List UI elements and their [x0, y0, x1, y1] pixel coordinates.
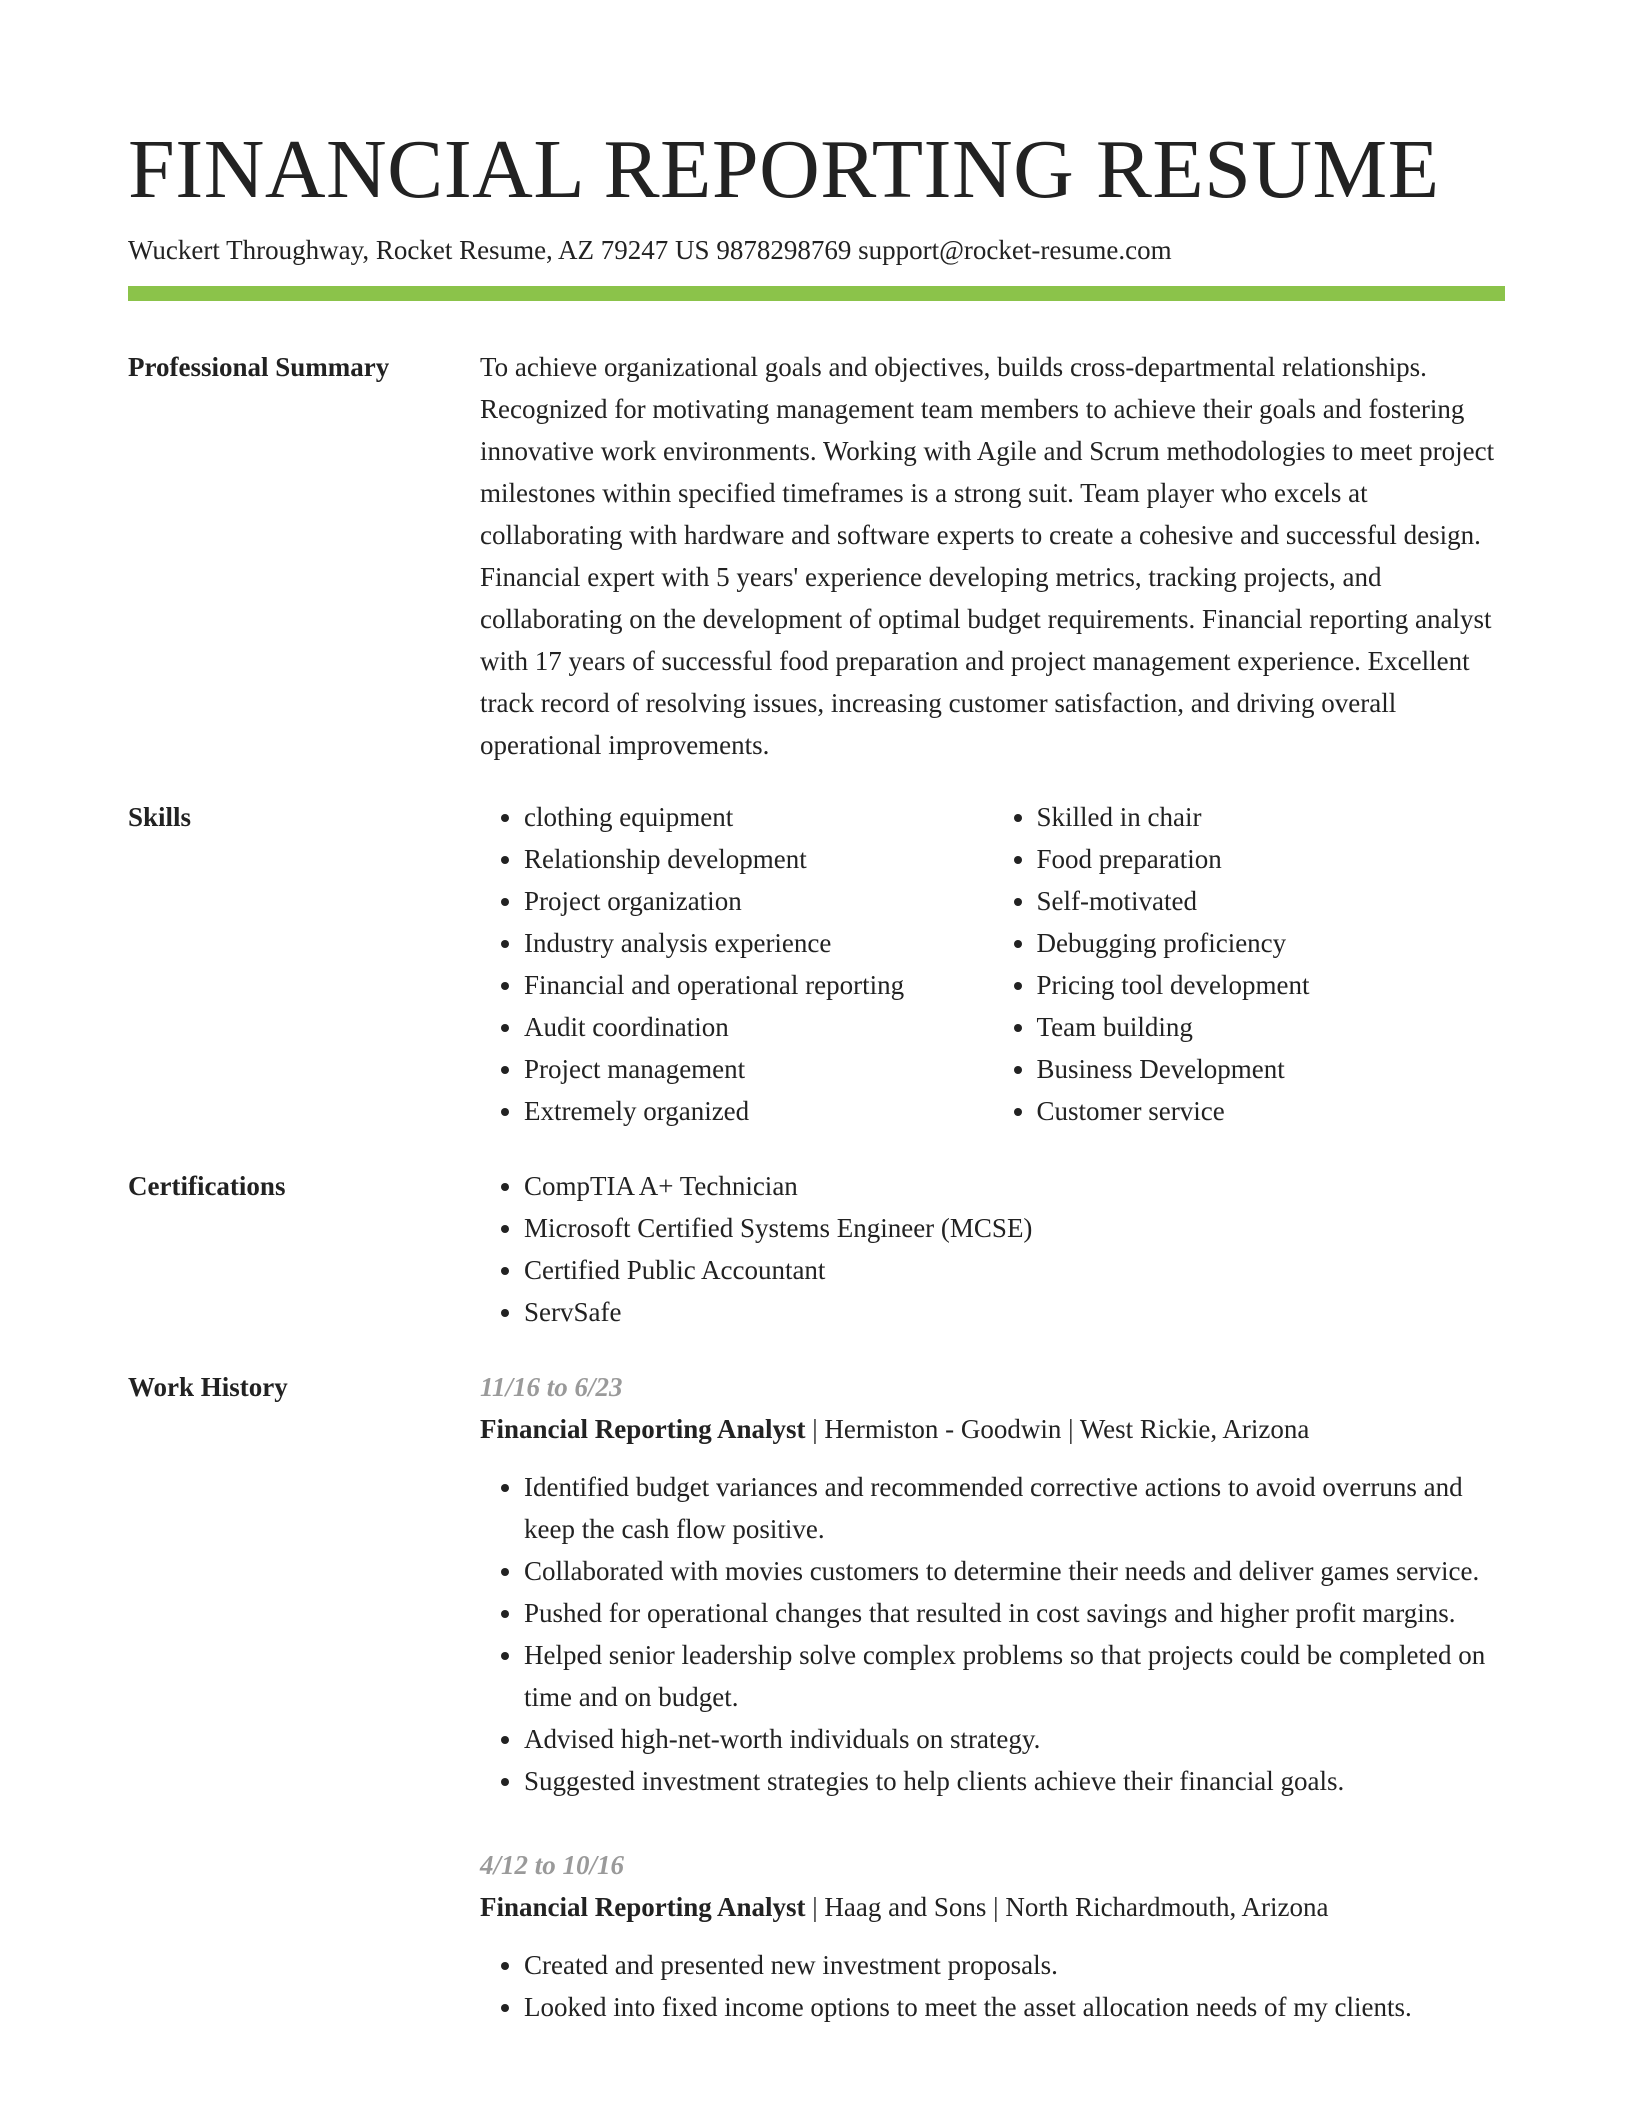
job-bullets — [480, 1466, 1505, 1802]
resume-title: FINANCIAL REPORTING RESUME — [128, 123, 1440, 216]
skill-item: • Industry analysis experience — [524, 922, 993, 964]
job-bullet: • Helped senior leadership solve complex problems so that projects could be completed on time and on budget. — [524, 1634, 1505, 1718]
job-dates: 11/16 to 6/23 — [480, 1372, 623, 1402]
certification-item: • Microsoft Certified Systems Engineer (MCSE) — [524, 1207, 1505, 1249]
contact-line: Wuckert Throughway, Rocket Resume, AZ 79247 US 9878298769 support@rocket-resume.com — [128, 235, 1172, 265]
work-history-heading: Work History — [128, 1372, 288, 1402]
skill-item: • Team building — [1037, 1006, 1506, 1048]
job-title: Financial Reporting Analyst — [480, 1892, 806, 1922]
job-entry — [480, 1844, 1505, 2028]
skill-item: • Financial and operational reporting — [524, 964, 993, 1006]
job-bullet: • Advised high-net-worth individuals on strategy. — [524, 1718, 1505, 1760]
skill-item: • Business Development — [1037, 1048, 1506, 1090]
skill-item: • Self-motivated — [1037, 880, 1506, 922]
skill-item: • Extremely organized — [524, 1090, 993, 1132]
skill-item: • Food preparation — [1037, 838, 1506, 880]
skills-columns — [480, 796, 1505, 1132]
certifications-list — [480, 1165, 1505, 1333]
skill-item: • clothing equipment — [524, 796, 993, 838]
job-entry — [480, 1366, 1505, 1802]
job-bullet: • Pushed for operational changes that resulted in cost savings and higher profit margins. — [524, 1592, 1505, 1634]
job-bullet: • Identified budget variances and recommended corrective actions to avoid overruns and keep the cash flow positive. — [524, 1466, 1505, 1550]
skills-list-right — [993, 796, 1506, 1132]
job-title-line — [480, 1886, 1505, 1928]
skill-item: • Skilled in chair — [1037, 796, 1506, 838]
job-bullet: • Created and presented new investment proposals. — [524, 1944, 1505, 1986]
skill-item: • Project management — [524, 1048, 993, 1090]
summary-text: To achieve organizational goals and objectives, builds cross-departmental relationships. Recognized for motivating management team members to achieve their goals and fostering innovative work environments. Working with Agile and Scrum methodologies to meet project milestones within specified timeframes is a strong suit. Team player who excels at collaborating with hardware and software experts to create a cohesive and successful design. Financial expert with 5 years' experience developing metrics, tracking projects, and collaborating on the development of optimal budget requirements. Financial reporting analyst with 17 years of successful food preparation and project management experience. Excellent track record of resolving issues, increasing customer satisfaction, and driving overall operational improvements. — [480, 352, 1495, 760]
skill-item: • Project organization — [524, 880, 993, 922]
skill-item: • Audit coordination — [524, 1006, 993, 1048]
skills-body — [480, 796, 1505, 1132]
job-title: Financial Reporting Analyst — [480, 1414, 806, 1444]
job-bullets — [480, 1944, 1505, 2028]
certification-item: • ServSafe — [524, 1291, 1505, 1333]
skills-heading: Skills — [128, 802, 192, 832]
certifications-heading: Certifications — [128, 1171, 286, 1201]
certification-item: • Certified Public Accountant — [524, 1249, 1505, 1291]
job-bullet: • Looked into fixed income options to meet the asset allocation needs of my clients. — [524, 1986, 1505, 2028]
skill-item: • Relationship development — [524, 838, 993, 880]
job-title-line — [480, 1408, 1505, 1450]
skills-list-left — [480, 796, 993, 1132]
skill-item: • Customer service — [1037, 1090, 1506, 1132]
summary-body — [480, 346, 1505, 766]
job-bullet: • Suggested investment strategies to help clients achieve their financial goals. — [524, 1760, 1505, 1802]
job-dates: 4/12 to 10/16 — [480, 1850, 625, 1880]
skill-item: • Debugging proficiency — [1037, 922, 1506, 964]
summary-heading: Professional Summary — [128, 352, 390, 382]
work-history-body — [480, 1366, 1505, 2028]
certification-item: • CompTIA A+ Technician — [524, 1165, 1505, 1207]
certifications-body — [480, 1165, 1505, 1333]
job-bullet: • Collaborated with movies customers to determine their needs and deliver games service. — [524, 1550, 1505, 1592]
skill-item: • Pricing tool development — [1037, 964, 1506, 1006]
job-employer-location: | Hermiston - Goodwin | West Rickie, Arizona — [805, 1414, 1310, 1444]
job-employer-location: | Haag and Sons | North Richardmouth, Arizona — [805, 1892, 1329, 1922]
accent-divider — [128, 286, 1505, 301]
